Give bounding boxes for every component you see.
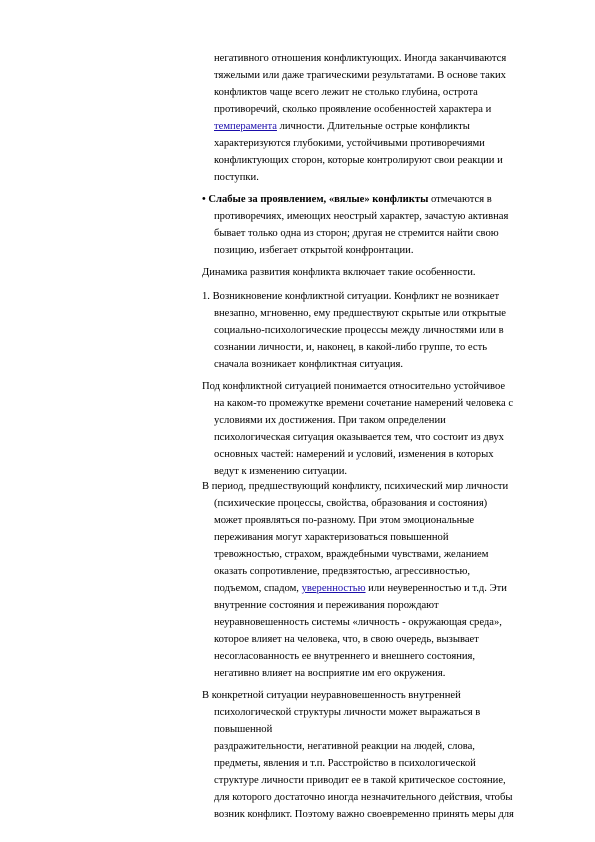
text-line: противоречиях, имеющих неострый характер, зачастую активная: [214, 211, 509, 222]
text-line: конфликтов чаще всего лежит не столько глубина, острота: [214, 87, 478, 98]
text-line: [214, 582, 507, 596]
confidence-link[interactable]: уверенностью: [301, 583, 366, 594]
section-heading: Динамика развития конфликта включает такие особенности.: [202, 267, 476, 278]
text-line: психологическая ситуация оказывается тем, что состоит из двух: [214, 432, 504, 443]
bold-term: • Слабые за проявлением, «вялые» конфликты: [202, 194, 429, 205]
text-line: (психические процессы, свойства, образования и состояния): [214, 498, 488, 509]
text-line: на каком-то промежутке времени сочетание намерений человека с: [214, 398, 514, 409]
text-line: условиями их достижения. При таком определении: [214, 415, 446, 426]
text-line: несогласованность ее внутреннего и внешнего состояния,: [214, 651, 476, 662]
text-line: поступки.: [214, 172, 259, 183]
text-line: тревожностью, страхом, враждебными чувствами, желанием: [214, 549, 489, 560]
text-line: негативного отношения конфликтующих. Иногда заканчиваются: [214, 53, 507, 64]
text-line: структуре личности приводит ее в такой критическое состояние,: [214, 775, 506, 786]
text-line: тяжелыми или даже трагическими результатами. В основе таких: [214, 70, 506, 81]
text-line: 1. Возникновение конфликтной ситуации. Конфликт не возникает: [202, 291, 500, 302]
text-line: основных частей: намерений и условий, изменения в которых: [214, 449, 494, 460]
text-line: неуравновешенность системы «личность - окружающая среда»,: [214, 617, 502, 628]
text-line: переживания могут характеризоваться повышенной: [214, 532, 449, 543]
text-line: оказать сопротивление, предвзятостью, агрессивностью,: [214, 566, 471, 577]
text-line: [202, 193, 492, 207]
text-line: психологической структуры личности может выражаться в: [214, 707, 481, 718]
text-line: противоречий, сколько проявление особенностей характера и: [214, 104, 492, 115]
text-line: бывает только одна из сторон; другая не стремится найти свою: [214, 228, 499, 239]
text-line: возник конфликт. Поэтому важно своевременно принять меры для: [214, 809, 514, 820]
text-line: В период, предшествующий конфликту, психический мир личности: [202, 481, 509, 492]
text-line: В конкретной ситуации неуравновешенность внутренней: [202, 690, 461, 701]
text-line: внезапно, мгновенно, ему предшествуют скрытые или открытые: [214, 308, 506, 319]
text-line: ведут к изменению ситуации.: [214, 466, 348, 477]
text-line: которое влияет на человека, что, в свою очередь, вызывает: [214, 634, 479, 645]
text-line: раздражительности, негативной реакции на людей, слова,: [214, 741, 475, 752]
text-line: [214, 120, 470, 134]
text-line: сознании личности, и, наконец, в какой-либо группе, то есть: [214, 342, 488, 353]
text-line: для которого достаточно иногда незначительного действия, чтобы: [214, 792, 513, 803]
text-line: негативно влияет на восприятие им его окружения.: [214, 668, 446, 679]
text-line: может проявляться по-разному. При этом эмоциональные: [214, 515, 475, 526]
text-line: социально-психологические процессы между личностями или в: [214, 325, 504, 336]
text-line: внутренние состояния и переживания порождают: [214, 600, 439, 611]
text-line: характеризуются глубокими, устойчивыми противоречиями: [214, 138, 485, 149]
text-span: личности. Длительные острые конфликты: [276, 121, 470, 132]
text-line: Под конфликтной ситуацией понимается относительно устойчивое: [202, 381, 506, 392]
text-line: повышенной: [214, 724, 273, 735]
text-line: сначала возникает конфликтная ситуация.: [214, 359, 404, 370]
text-line: конфликтующих сторон, которые контролируют свои реакции и: [214, 155, 503, 166]
text-span: подъемом, спадом,: [214, 583, 302, 594]
text-line: предметы, явления и т.п. Расстройство в психологической: [214, 758, 476, 769]
text-span: отмечаются в: [428, 194, 492, 205]
text-line: позицию, избегает открытой конфронтации.: [214, 245, 414, 256]
temperament-link[interactable]: темперамента: [214, 121, 277, 132]
text-span: или неуверенностью и т.д. Эти: [365, 583, 507, 594]
